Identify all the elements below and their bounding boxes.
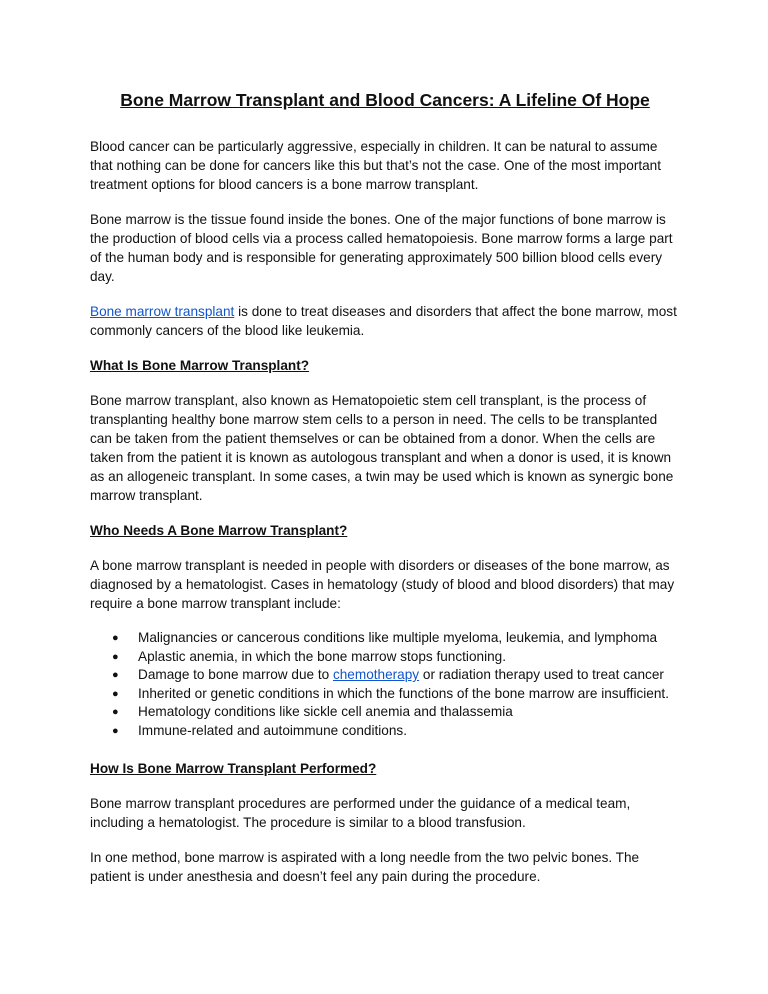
list-item: ● Hematology conditions like sickle cell anemia and thalassemia — [138, 703, 680, 722]
document-title: Bone Marrow Transplant and Blood Cancers: A Lifeline Of Hope — [120, 90, 650, 110]
list-item: ● Damage to bone marrow due to chemotherapy or radiation therapy used to treat cancer — [138, 666, 680, 685]
bone-marrow-transplant-link[interactable]: Bone marrow transplant — [90, 304, 235, 319]
section-heading-what-is: What Is Bone Marrow Transplant? — [90, 358, 310, 373]
intro-paragraph-3 — [90, 302, 680, 340]
list-item: ● Aplastic anemia, in which the bone marrow stops functioning. — [138, 648, 680, 667]
bullet-icon: ● — [112, 706, 119, 719]
chemotherapy-link[interactable]: chemotherapy — [332, 667, 420, 683]
intro-paragraph-3-text: is done to treat diseases and disorders that affect the bone marrow, most commonly cancers of the blood like leukemia. — [90, 304, 677, 338]
list-item: ● Immune-related and autoimmune conditions. — [138, 722, 680, 741]
document-page — [90, 88, 680, 902]
section-how-performed-paragraph-2: In one method, bone marrow is aspirated with a long needle from the two pelvic bones. The patient is under anesthesia and doesn’t feel any pain during the procedure. — [90, 849, 640, 884]
bullet-icon: ● — [112, 669, 119, 682]
section-heading-who-needs: Who Needs A Bone Marrow Transplant? — [90, 523, 348, 538]
intro-paragraph-2: Bone marrow is the tissue found inside the bones. One of the major functions of bone marrow is the production of blood cells via a process called hematopoiesis. Bone marrow forms a large part of the human body and is responsible for generating approximately 500 billion blood cells every day. — [90, 212, 673, 284]
section-what-is-paragraph: Bone marrow transplant, also known as Hematopoietic stem cell transplant, is the process of transplanting healthy bone marrow stem cells to a person in need. The cells to be transplanted can be taken from the patient themselves or can be obtained from a donor. When the cells are taken from the patient it is known as autologous transplant and when a donor is used, it is known as an allogeneic transplant. In some cases, a twin may be used which is known as synergic bone marrow transplant. — [90, 393, 674, 503]
conditions-list — [90, 629, 680, 741]
intro-paragraph-1: Blood cancer can be particularly aggressive, especially in children. It can be natural to assume that nothing can be done for cancers like this but that’s not the case. One of the most important treatment options for blood cancers is a bone marrow transplant. — [90, 139, 662, 192]
list-item: ● Inherited or genetic conditions in which the functions of the bone marrow are insufficient. — [138, 685, 680, 704]
bullet-icon: ● — [112, 687, 119, 700]
bullet-icon: ● — [112, 650, 119, 663]
section-who-needs-paragraph: A bone marrow transplant is needed in people with disorders or diseases of the bone marrow, as diagnosed by a hematologist. Cases in hematology (study of blood and blood disorders) that may require a bone marrow transplant include: — [90, 558, 675, 611]
section-heading-how-performed: How Is Bone Marrow Transplant Performed? — [90, 760, 377, 776]
bullet-icon: ● — [112, 724, 119, 737]
bullet-icon: ● — [112, 632, 119, 644]
list-item: ● Malignancies or cancerous conditions like multiple myeloma, leukemia, and lymphoma — [138, 629, 680, 648]
section-how-performed-paragraph-1: Bone marrow transplant procedures are performed under the guidance of a medical team, including a hematologist. The procedure is similar to a blood transfusion. — [90, 795, 631, 830]
